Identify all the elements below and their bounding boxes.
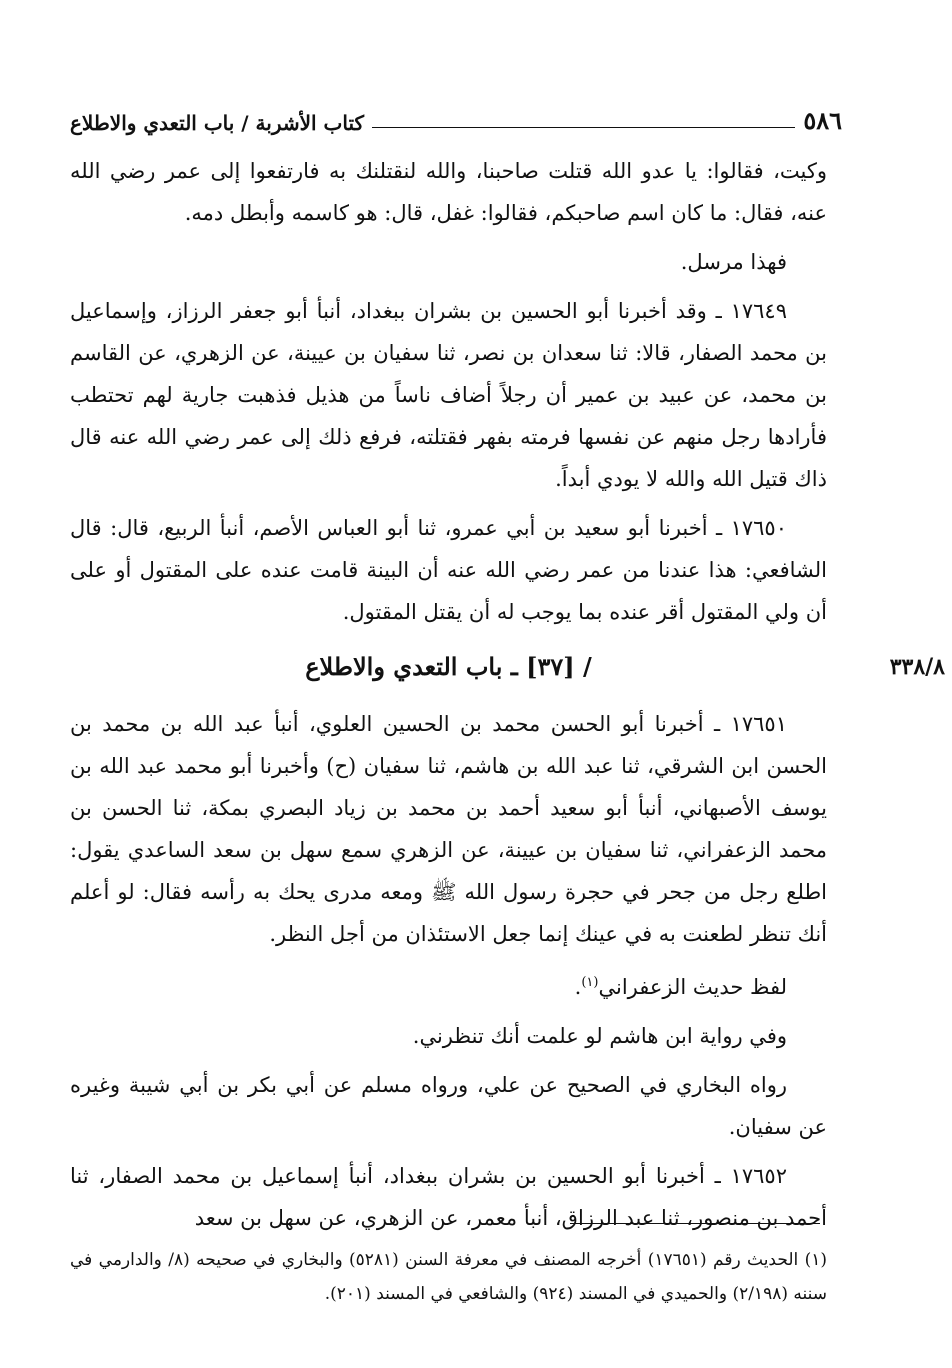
- footnote-marker: (١): [581, 975, 599, 990]
- footnote-1: (١) الحديث رقم (١٧٦٥١) أخرجه المصنف في معرفة السنن (٥٢٨١) والبخاري في صحيحه (٨/ والدارمي في سننه (٢/١٩٨) والحميدي في المسند (٩٢٤) والشافعي في المسند (٢٠١).: [70, 1250, 827, 1304]
- page-header: [70, 95, 842, 135]
- hadith-17649: ١٧٦٤٩ ـ وقد أخبرنا أبو الحسين بن بشران ببغداد، أنبأ أبو جعفر الرزاز، وإسماعيل بن محمد الصفار، قالا: ثنا سعدان بن نصر، ثنا سفيان بن عيينة، عن الزهري، عن القاسم بن محمد، عن عبيد بن عمير أن رجلاً أضاف ناساً من هذيل فذهبت جارية لهم تحتطب فأرادها رجل منهم عن نفسها فرمته بفهر فقتلته، فرفع ذلك إلى عمر رضي الله عنه قال ذاك قتيل الله والله لا يودي أبداً.: [70, 299, 827, 491]
- chapter-heading: [70, 641, 945, 693]
- running-title: كتاب الأشربة / باب التعدي والاطلاع: [70, 111, 365, 135]
- main-text: [70, 150, 945, 1246]
- paragraph-continuation: وكيت، فقالوا: يا عدو الله قتلت صاحبنا، والله لنقتلنك به فارتفعوا إلى عمر رضي الله عنه، فقال: ما كان اسم صاحبكم، فقالوا: غفل، قال: هو كاسمه وأبطل دمه.: [70, 159, 827, 225]
- margin-volume-reference: ٣٣٨/٨: [889, 654, 945, 680]
- footnotes: [70, 1243, 827, 1311]
- hadith-17651: ١٧٦٥١ ـ أخبرنا أبو الحسن محمد بن الحسين العلوي، أنبأ عبد الله بن محمد بن الحسن ابن الشرقي، ثنا عبد الله بن هاشم، ثنا سفيان (ح) وأخبرنا أبو محمد عبد الله بن يوسف الأصبهاني، أنبأ أبو سعيد أحمد بن محمد بن زياد البصري بمكة، ثنا الحسن بن محمد الزعفراني، ثنا سفيان بن عيينة، عن الزهري سمع سهل بن سعد الساعدي يقول: اطلع رجل من جحر في حجرة رسول الله ﷺ ومعه مدرى يحك به رأسه فقال: لو أعلم أنك تنظر لطعنت به في عينك إنما جعل الاستئذان من أجل النظر.: [70, 712, 827, 946]
- paragraph-lafz: [70, 962, 827, 1008]
- paragraph-mursal: فهذا مرسل.: [680, 250, 787, 274]
- lafz-end: .: [574, 975, 582, 999]
- hadith-17650: ١٧٦٥٠ ـ أخبرنا أبو سعيد بن أبي عمرو، ثنا أبو العباس الأصم، أنبأ الربيع، قال: قال الشافعي: هذا عندنا من عمر رضي الله عنه أن البينة قامت عنده على المقتول أو على أن ولي المقتول أقر عنده بما يوجب له أن يقتل المقتول.: [70, 516, 827, 624]
- header-rule: [372, 127, 795, 128]
- footnote-rule: [570, 1223, 820, 1224]
- page-number: ٥٨٦: [803, 106, 842, 135]
- chapter-title: / [٣٧] ـ باب التعدي والاطلاع: [305, 652, 592, 681]
- paragraph-bukhari: رواه البخاري في الصحيح عن علي، ورواه مسلم عن أبي بكر بن أبي شيبة وغيره عن سفيان.: [70, 1073, 827, 1139]
- hadith-17652: ١٧٦٥٢ ـ أخبرنا أبو الحسين بن بشران ببغداد، أنبأ إسماعيل بن محمد الصفار، ثنا أحمد بن منصور، ثنا عبد الرزاق، أنبأ معمر، عن الزهري، عن سهل بن سعد: [70, 1164, 827, 1230]
- paragraph-riwaya: وفي رواية ابن هاشم لو علمت أنك تنظرني.: [412, 1024, 787, 1048]
- lafz-text: لفظ حديث الزعفراني: [598, 975, 787, 999]
